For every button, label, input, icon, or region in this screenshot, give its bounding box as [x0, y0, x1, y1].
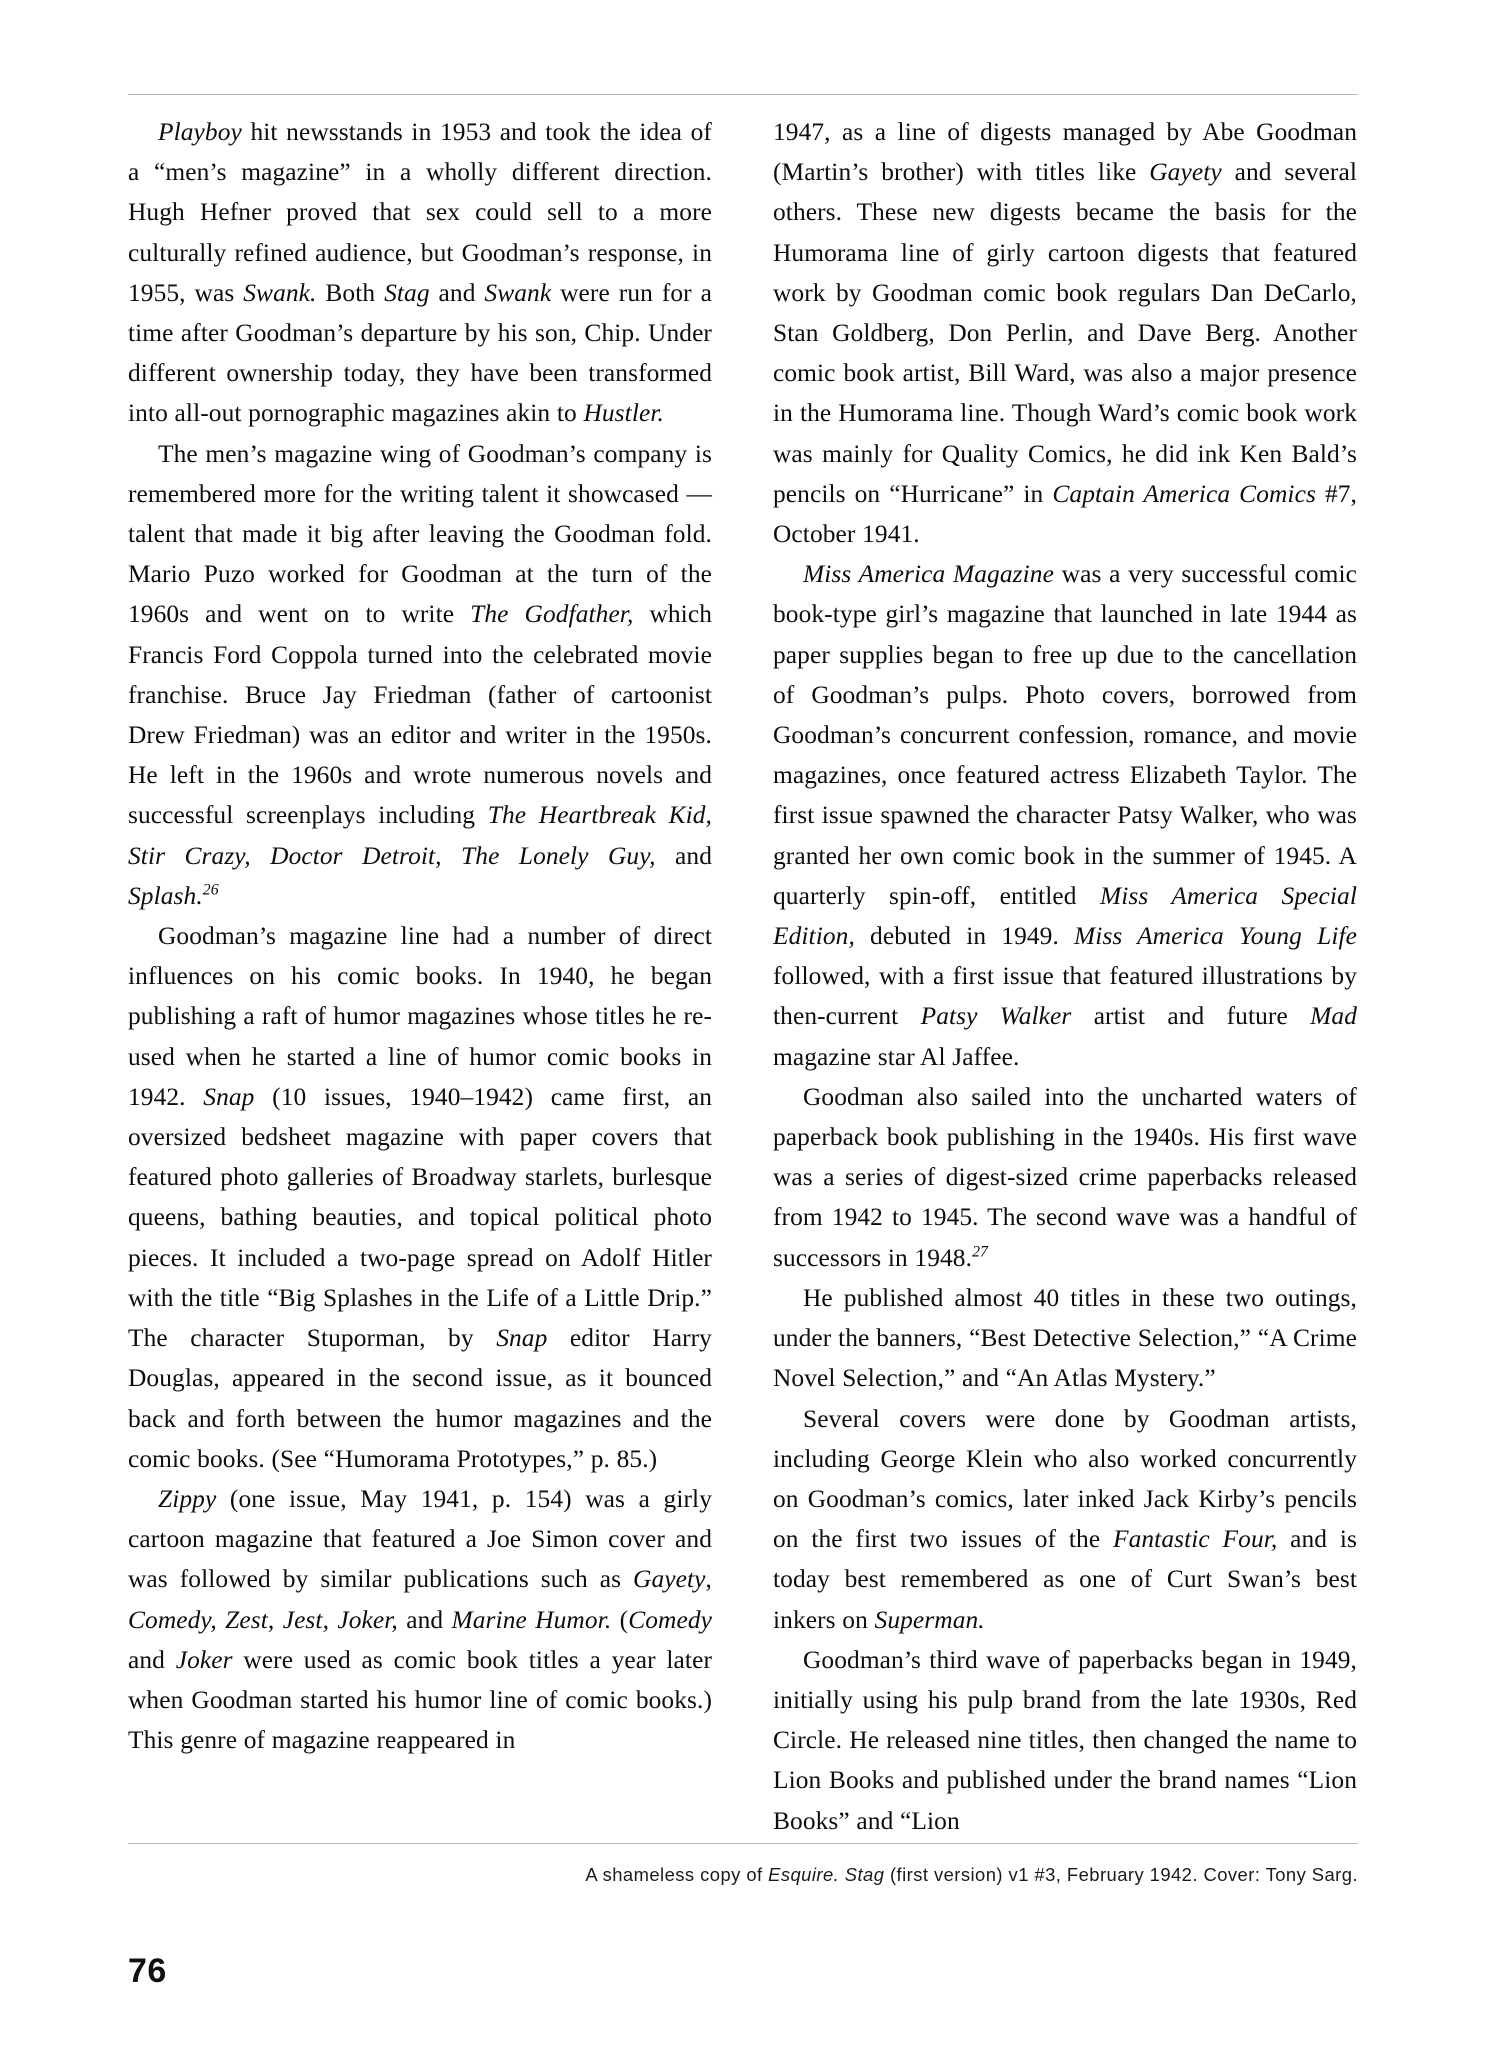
paragraph: [773, 1077, 1357, 1278]
italic-title: The Heartbreak Kid, Stir Crazy, Doctor Detroit, The Lonely Guy,: [128, 801, 713, 870]
italic-title: Mad: [1310, 1002, 1357, 1031]
paragraph: [773, 1399, 1357, 1640]
italic-title: Hustler.: [583, 399, 664, 428]
paragraph: [128, 1479, 712, 1760]
text-run: (10 issues, 1940–1942) came first, an oversized bedsheet magazine with paper covers that featured photo galleries of Broadway starlets, burlesque queens, bathing beauties, and topical political photo pieces. It included a two-page spread on Adolf Hitler with the title “Big Splashes in the Life of a Little Drip.” The character Stuporman, by: [128, 1082, 712, 1353]
text-run: which Francis Ford Coppola turned into the celebrated movie franchise. Bruce Jay Friedman (father of cartoonist Drew Friedman) was an editor and writer in the 1950s. He left in the 1960s and wrote numerous novels and successful screenplays including: [128, 600, 712, 830]
italic-title: Splash.: [128, 881, 203, 910]
text-run: and: [429, 278, 485, 307]
paragraph: [128, 434, 712, 916]
left-column: [128, 112, 712, 1812]
footnote-marker: 26: [202, 881, 219, 899]
italic-title: Gayety: [633, 1565, 706, 1594]
text-run: was a very successful comic book-type girl’s magazine that launched in late 1944 as paper supplies began to free up due to the cancellation of Goodman’s pulps. Photo covers, borrowed from Goodman’s concurrent confession, romance, and movie magazines, once featured actress Elizabeth Taylor. The first issue spawned the character Patsy Walker, who was granted her own comic book in the summer of 1945. A quarterly spin-off, entitled: [773, 560, 1357, 910]
text-run: Goodman’s third wave of paperbacks began in 1949, initially using his pulp brand from the late 1930s, Red Circle. He released nine titles, then changed the name to Lion Books and published under the brand names “Lion Books” and “Lion: [773, 1645, 1357, 1835]
text-run: and several others. These new digests became the basis for the Humorama line of girly cartoon digests that featured work by Goodman comic book regulars Dan DeCarlo, Stan Goldberg, Don Perlin, and Dave Berg. Another comic book artist, Bill Ward, was also a major presence in the Humorama line. Though Ward’s comic book work was mainly for Quality Comics, he did ink Ken Bald’s pencils on “Hurricane” in: [773, 158, 1357, 508]
text-run: debuted in 1949.: [854, 922, 1075, 951]
italic-title: Captain America Comics: [1052, 479, 1316, 508]
italic-title: Swank: [484, 278, 552, 307]
paragraph: [773, 1640, 1357, 1841]
header-rule: [128, 94, 1358, 95]
caption-title-esquire: Esquire.: [768, 1864, 840, 1885]
italic-title: Zippy: [158, 1484, 217, 1513]
text-run: Goodman also sailed into the uncharted waters of paperback book publishing in the 1940s. His first wave was a series of digest-sized crime paperbacks released from 1942 to 1945. The second wave was a handful of successors in 1948.: [773, 1082, 1357, 1272]
text-run: The men’s magazine wing of Goodman’s company is remembered more for the writing talent it showcased — talent that made it big after leaving the Goodman fold. Mario Puzo worked for Goodman at the turn of the 1960s and went on to write: [128, 439, 712, 629]
text-run: editor Harry Douglas, appeared in the second issue, as it bounced back and forth between the humor magazines and the comic books. (See “Humorama Prototypes,” p. 85.): [128, 1324, 712, 1473]
paragraph: [128, 916, 712, 1479]
italic-title: Joker: [175, 1645, 233, 1674]
paragraph: [773, 554, 1357, 1077]
footnote-marker: 27: [972, 1243, 988, 1261]
paragraph: [773, 112, 1357, 554]
text-run: #7, October 1941.: [773, 479, 1358, 549]
caption-prefix: A shameless copy of: [585, 1864, 769, 1885]
italic-title: Miss America Special Edition,: [773, 881, 1357, 951]
text-run: He published almost 40 titles in these two outings, under the banners, “Best Detective Selection,” “A Crime Novel Selection,” and “An Atlas Mystery.”: [773, 1283, 1357, 1393]
italic-title: Patsy Walker: [920, 1002, 1072, 1031]
figure-caption: [128, 1862, 1358, 1888]
text-run: followed, with a first issue that featured illustrations by then-current: [773, 962, 1357, 1031]
text-run: Several covers were done by Goodman artists, including George Klein who also worked concurrently on Goodman’s comics, later inked Jack Kirby’s pencils on the first two issues of the: [773, 1404, 1357, 1554]
page-number: 76: [128, 1952, 167, 1990]
text-run: and: [397, 1605, 452, 1634]
italic-title: Miss America Magazine: [803, 560, 1054, 589]
italic-title: Swank.: [243, 278, 317, 307]
paragraph: [773, 1278, 1357, 1399]
text-run: were run for a time after Goodman’s departure by his son, Chip. Under different ownership today, they have been transformed into all-out pornographic magazines akin to: [128, 278, 712, 428]
italic-title: Stag: [384, 278, 430, 307]
italic-title: Superman.: [874, 1605, 985, 1634]
text-run: and is today best remembered as one of Curt Swan’s best inkers on: [773, 1525, 1357, 1634]
footer-rule: [128, 1843, 1358, 1844]
text-run: and: [655, 841, 713, 870]
text-run: ,: [705, 1565, 712, 1594]
italic-title: The Godfather,: [470, 600, 634, 629]
italic-title: Snap: [496, 1324, 548, 1353]
italic-title: Comedy, Zest, Jest, Joker,: [128, 1605, 398, 1634]
italic-title: Comedy: [628, 1605, 712, 1634]
italic-title: Playboy: [158, 118, 242, 146]
text-run: Goodman’s magazine line had a number of direct influences on his comic books. In 1940, he began publishing a raft of humor magazines whose titles he re-used when he started a line of humor comic books in 1942.: [128, 922, 712, 1111]
text-run: 1947, as a line of digests managed by Abe Goodman (Martin’s brother) with titles like: [773, 118, 1357, 187]
caption-title-stag: Stag: [844, 1864, 885, 1885]
italic-title: Marine Humor.: [451, 1605, 612, 1634]
text-run: and: [128, 1645, 176, 1674]
text-run: magazine star Al Jaffee.: [773, 1042, 1020, 1071]
text-run: (: [611, 1605, 629, 1634]
right-column: [773, 112, 1358, 1835]
italic-title: Gayety: [1149, 158, 1222, 187]
two-column-body: [128, 112, 1358, 1835]
italic-title: Snap: [203, 1082, 255, 1111]
text-run: hit newsstands in 1953 and took the idea of a “men’s magazine” in a wholly different direction. Hugh Hefner proved that sex could sell to a more culturally refined audience, but Goodman’s response, in 1955, was: [128, 118, 712, 307]
text-run: (one issue, May 1941, p. 154) was a girly cartoon magazine that featured a Joe Simon cover and was followed by similar publications such as: [128, 1484, 712, 1594]
text-run: were used as comic book titles a year later when Goodman started his humor line of comic books.) This genre of magazine reappeared in: [128, 1645, 712, 1755]
caption-suffix: (first version) v1 #3, February 1942. Cover: Tony Sarg.: [884, 1864, 1358, 1885]
italic-title: Miss America Young Life: [1074, 922, 1357, 951]
text-run: Both: [316, 278, 385, 307]
paragraph: [128, 112, 712, 434]
italic-title: Fantastic Four,: [1112, 1525, 1278, 1554]
text-run: artist and future: [1071, 1002, 1311, 1031]
